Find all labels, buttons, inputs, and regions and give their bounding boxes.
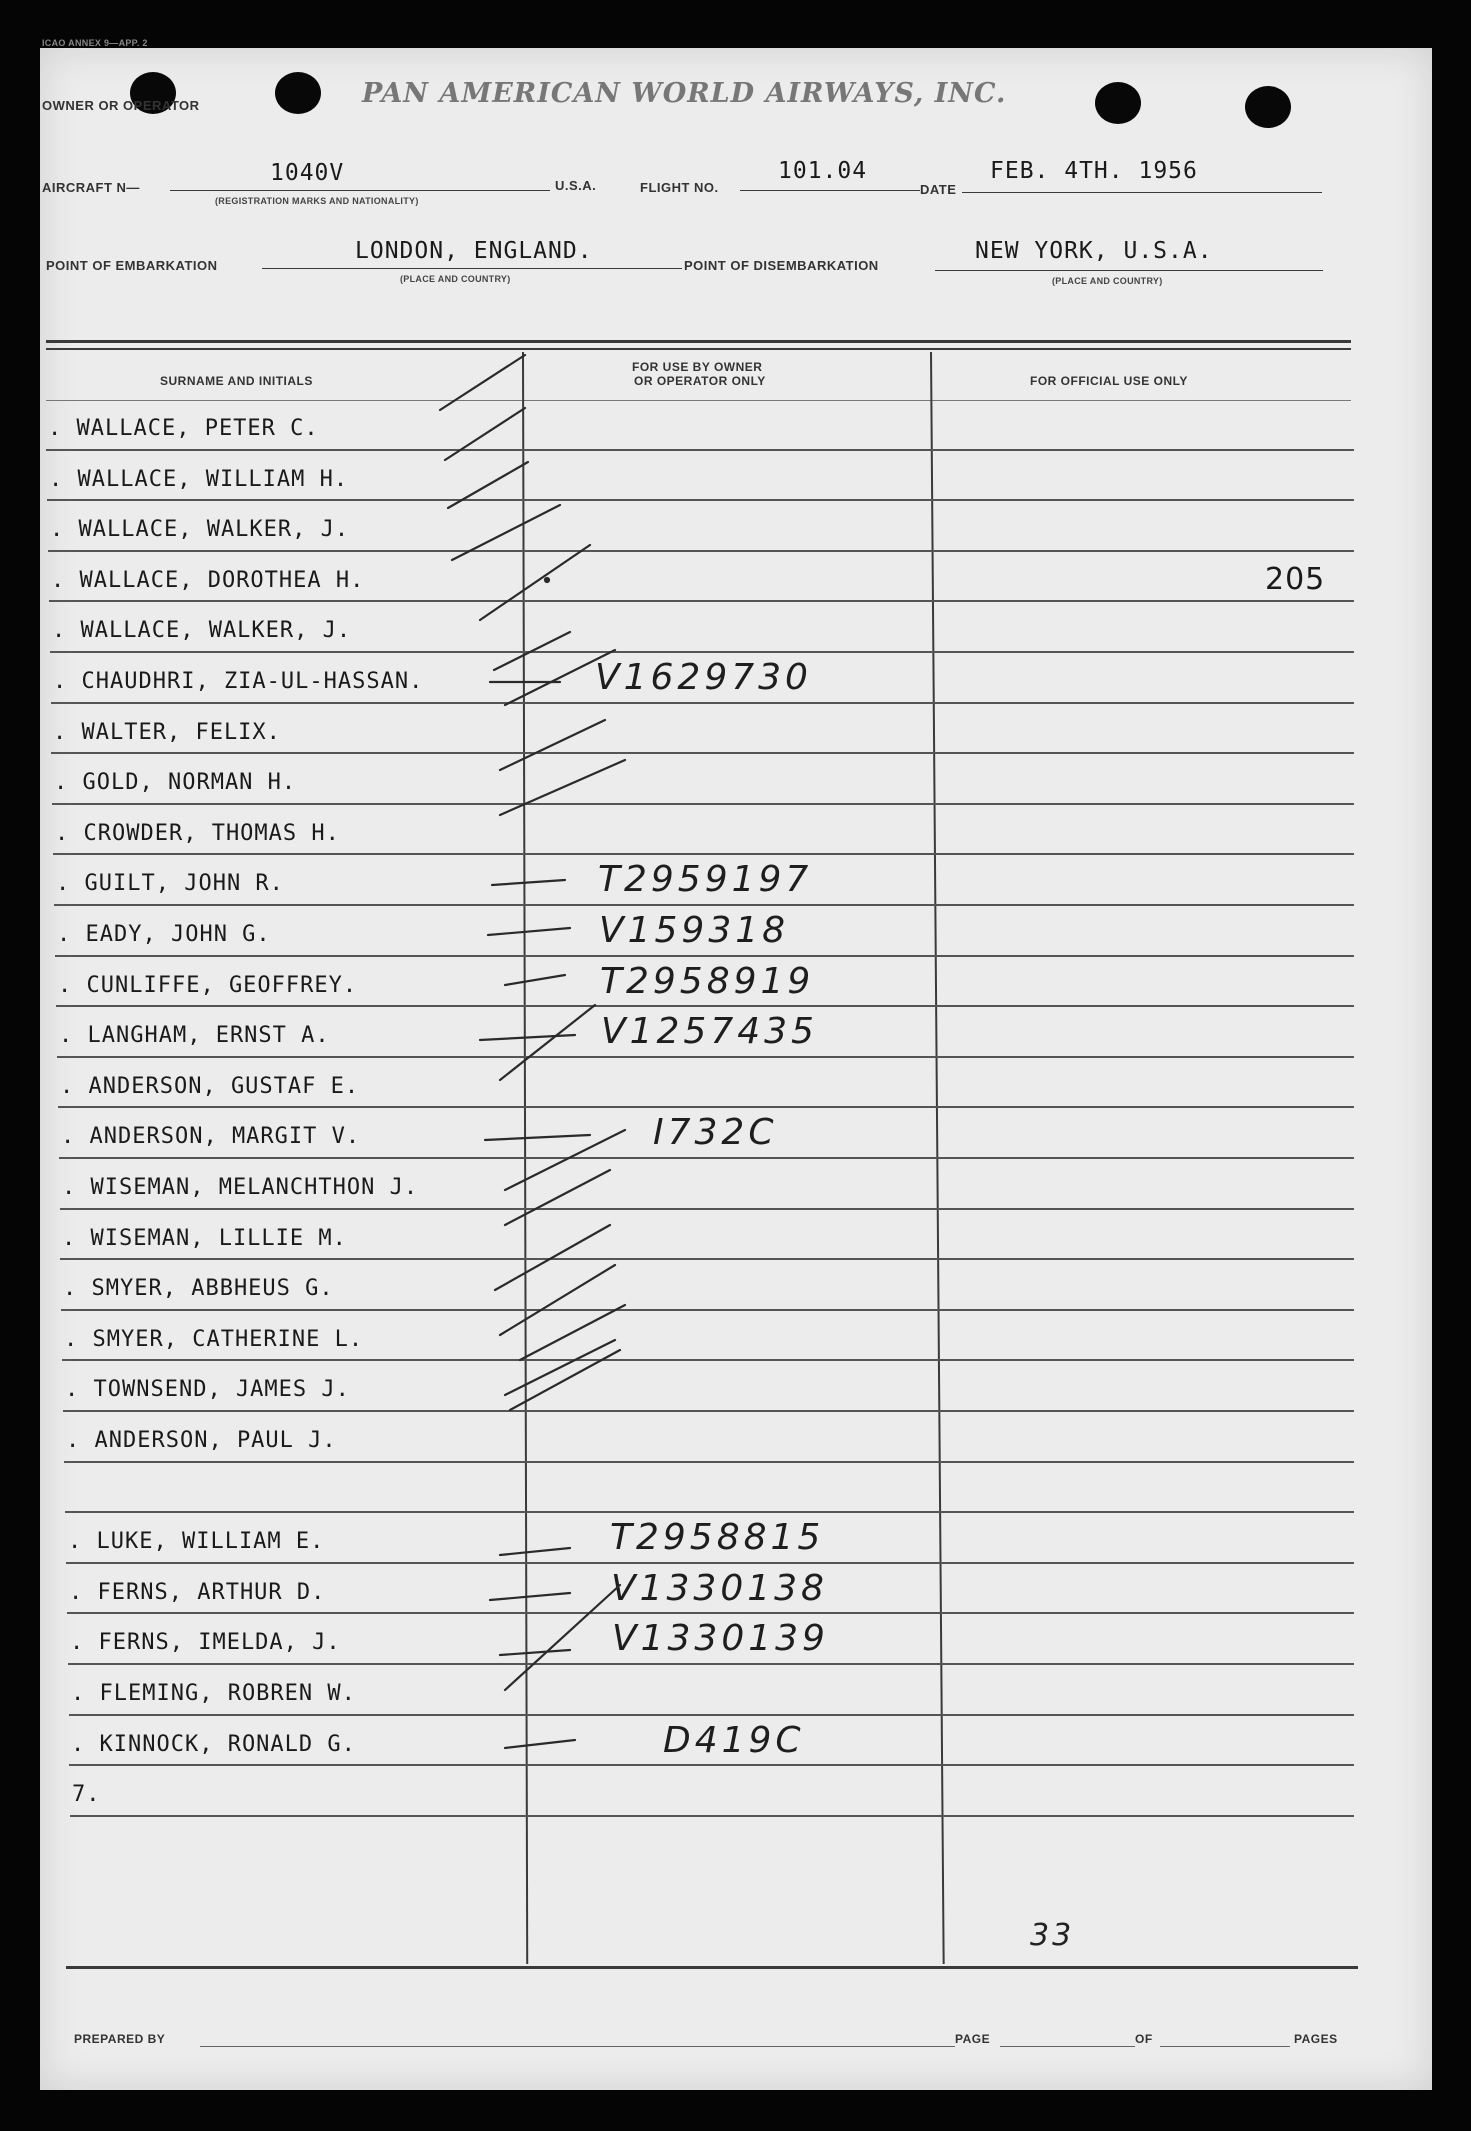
passenger-name: . GUILT, JOHN R. [56, 871, 284, 897]
owner-notation: V1330138 [611, 1567, 828, 1609]
passenger-name: . FERNS, IMELDA, J. [70, 1630, 341, 1656]
passenger-name: . FLEMING, ROBREN W. [71, 1681, 356, 1706]
passenger-name: . LANGHAM, ERNST A. [59, 1023, 330, 1049]
page-label: PAGE [955, 2032, 991, 2046]
passenger-name: . ANDERSON, MARGIT V. [61, 1124, 361, 1150]
annex-label: ICAO ANNEX 9—APP. 2 [42, 38, 148, 48]
company-name: PAN AMERICAN WORLD AIRWAYS, INC. [362, 78, 1007, 109]
page-count-handwritten: 33 [1030, 1918, 1075, 1953]
passenger-name: . LUKE, WILLIAM E. [68, 1529, 325, 1555]
disembark-value: NEW YORK, U.S.A. [975, 238, 1213, 264]
passenger-name: . SMYER, ABBHEUS G. [63, 1276, 334, 1302]
usa-label: U.S.A. [555, 178, 597, 193]
owner-notation: V1330139 [612, 1618, 829, 1660]
aircraft-label: AIRCRAFT N— [42, 180, 140, 195]
col-official-header: FOR OFFICIAL USE ONLY [1030, 374, 1188, 388]
owner-notation: V1257435 [601, 1011, 818, 1053]
passenger-name: . WALTER, FELIX. [53, 719, 281, 745]
passenger-name: . WALLACE, PETER C. [48, 416, 319, 441]
prepared-underline [200, 2046, 955, 2047]
page-underline [1000, 2046, 1135, 2047]
passenger-name: . CROWDER, THOMAS H. [55, 820, 340, 846]
owner-notation: T2958815 [610, 1517, 825, 1559]
passenger-name: 7. [72, 1782, 101, 1808]
col-surname-header: SURNAME AND INITIALS [160, 374, 313, 388]
passenger-name: . WALLACE, WALKER, J. [52, 618, 352, 644]
footer-rule [66, 1966, 1358, 1969]
flight-label: FLIGHT NO. [640, 180, 719, 195]
aircraft-value: 1040V [270, 160, 345, 186]
of-label: OF [1135, 2032, 1153, 2046]
pages-label: PAGES [1294, 2032, 1338, 2046]
owner-notation: V159318 [599, 910, 790, 951]
flight-value: 101.04 [778, 158, 868, 184]
passenger-name: . TOWNSEND, JAMES J. [65, 1377, 350, 1403]
embark-value: LONDON, ENGLAND. [355, 238, 593, 264]
disembark-caption: (PLACE AND COUNTRY) [1052, 276, 1163, 286]
date-label: DATE [920, 182, 957, 197]
owner-notation: T2959197 [598, 859, 813, 901]
prepared-label: PREPARED BY [74, 2032, 166, 2046]
passenger-name: . EADY, JOHN G. [57, 922, 271, 947]
disembark-label: POINT OF DISEMBARKATION [684, 258, 879, 273]
passenger-name: . ANDERSON, PAUL J. [66, 1428, 337, 1453]
of-underline [1160, 2046, 1290, 2047]
official-entry: 205 [1265, 561, 1326, 597]
owner-label: OWNER OR OPERATOR [42, 98, 200, 113]
passenger-name: . WALLACE, WILLIAM H. [49, 466, 349, 492]
passenger-name: . CHAUDHRI, ZIA-UL-HASSAN. [53, 669, 424, 694]
date-value: FEB. 4TH. 1956 [990, 158, 1198, 184]
passenger-name: . WISEMAN, LILLIE M. [62, 1225, 347, 1251]
owner-notation: D419C [663, 1719, 805, 1761]
col-owner-header-2: OR OPERATOR ONLY [634, 374, 766, 388]
embark-label: POINT OF EMBARKATION [46, 258, 218, 273]
passenger-name: . WALLACE, DOROTHEA H. [51, 567, 365, 593]
owner-notation: I732C [653, 1112, 778, 1154]
passenger-name: . KINNOCK, RONALD G. [71, 1731, 356, 1757]
registration-caption: (REGISTRATION MARKS AND NATIONALITY) [215, 196, 419, 206]
passenger-name: . WISEMAN, MELANCHTHON J. [62, 1175, 419, 1200]
embark-caption: (PLACE AND COUNTRY) [400, 274, 511, 284]
col-owner-header-1: FOR USE BY OWNER [632, 360, 763, 374]
passenger-name: . FERNS, ARTHUR D. [69, 1579, 326, 1605]
passenger-name: . SMYER, CATHERINE L. [64, 1326, 364, 1352]
owner-notation: V1629730 [595, 657, 812, 698]
passenger-name: . GOLD, NORMAN H. [54, 770, 297, 796]
passenger-name: . ANDERSON, GUSTAF E. [60, 1073, 360, 1099]
owner-notation: T2958919 [600, 960, 815, 1002]
passenger-name: . CUNLIFFE, GEOFFREY. [58, 972, 358, 998]
passenger-name: . WALLACE, WALKER, J. [50, 517, 350, 543]
